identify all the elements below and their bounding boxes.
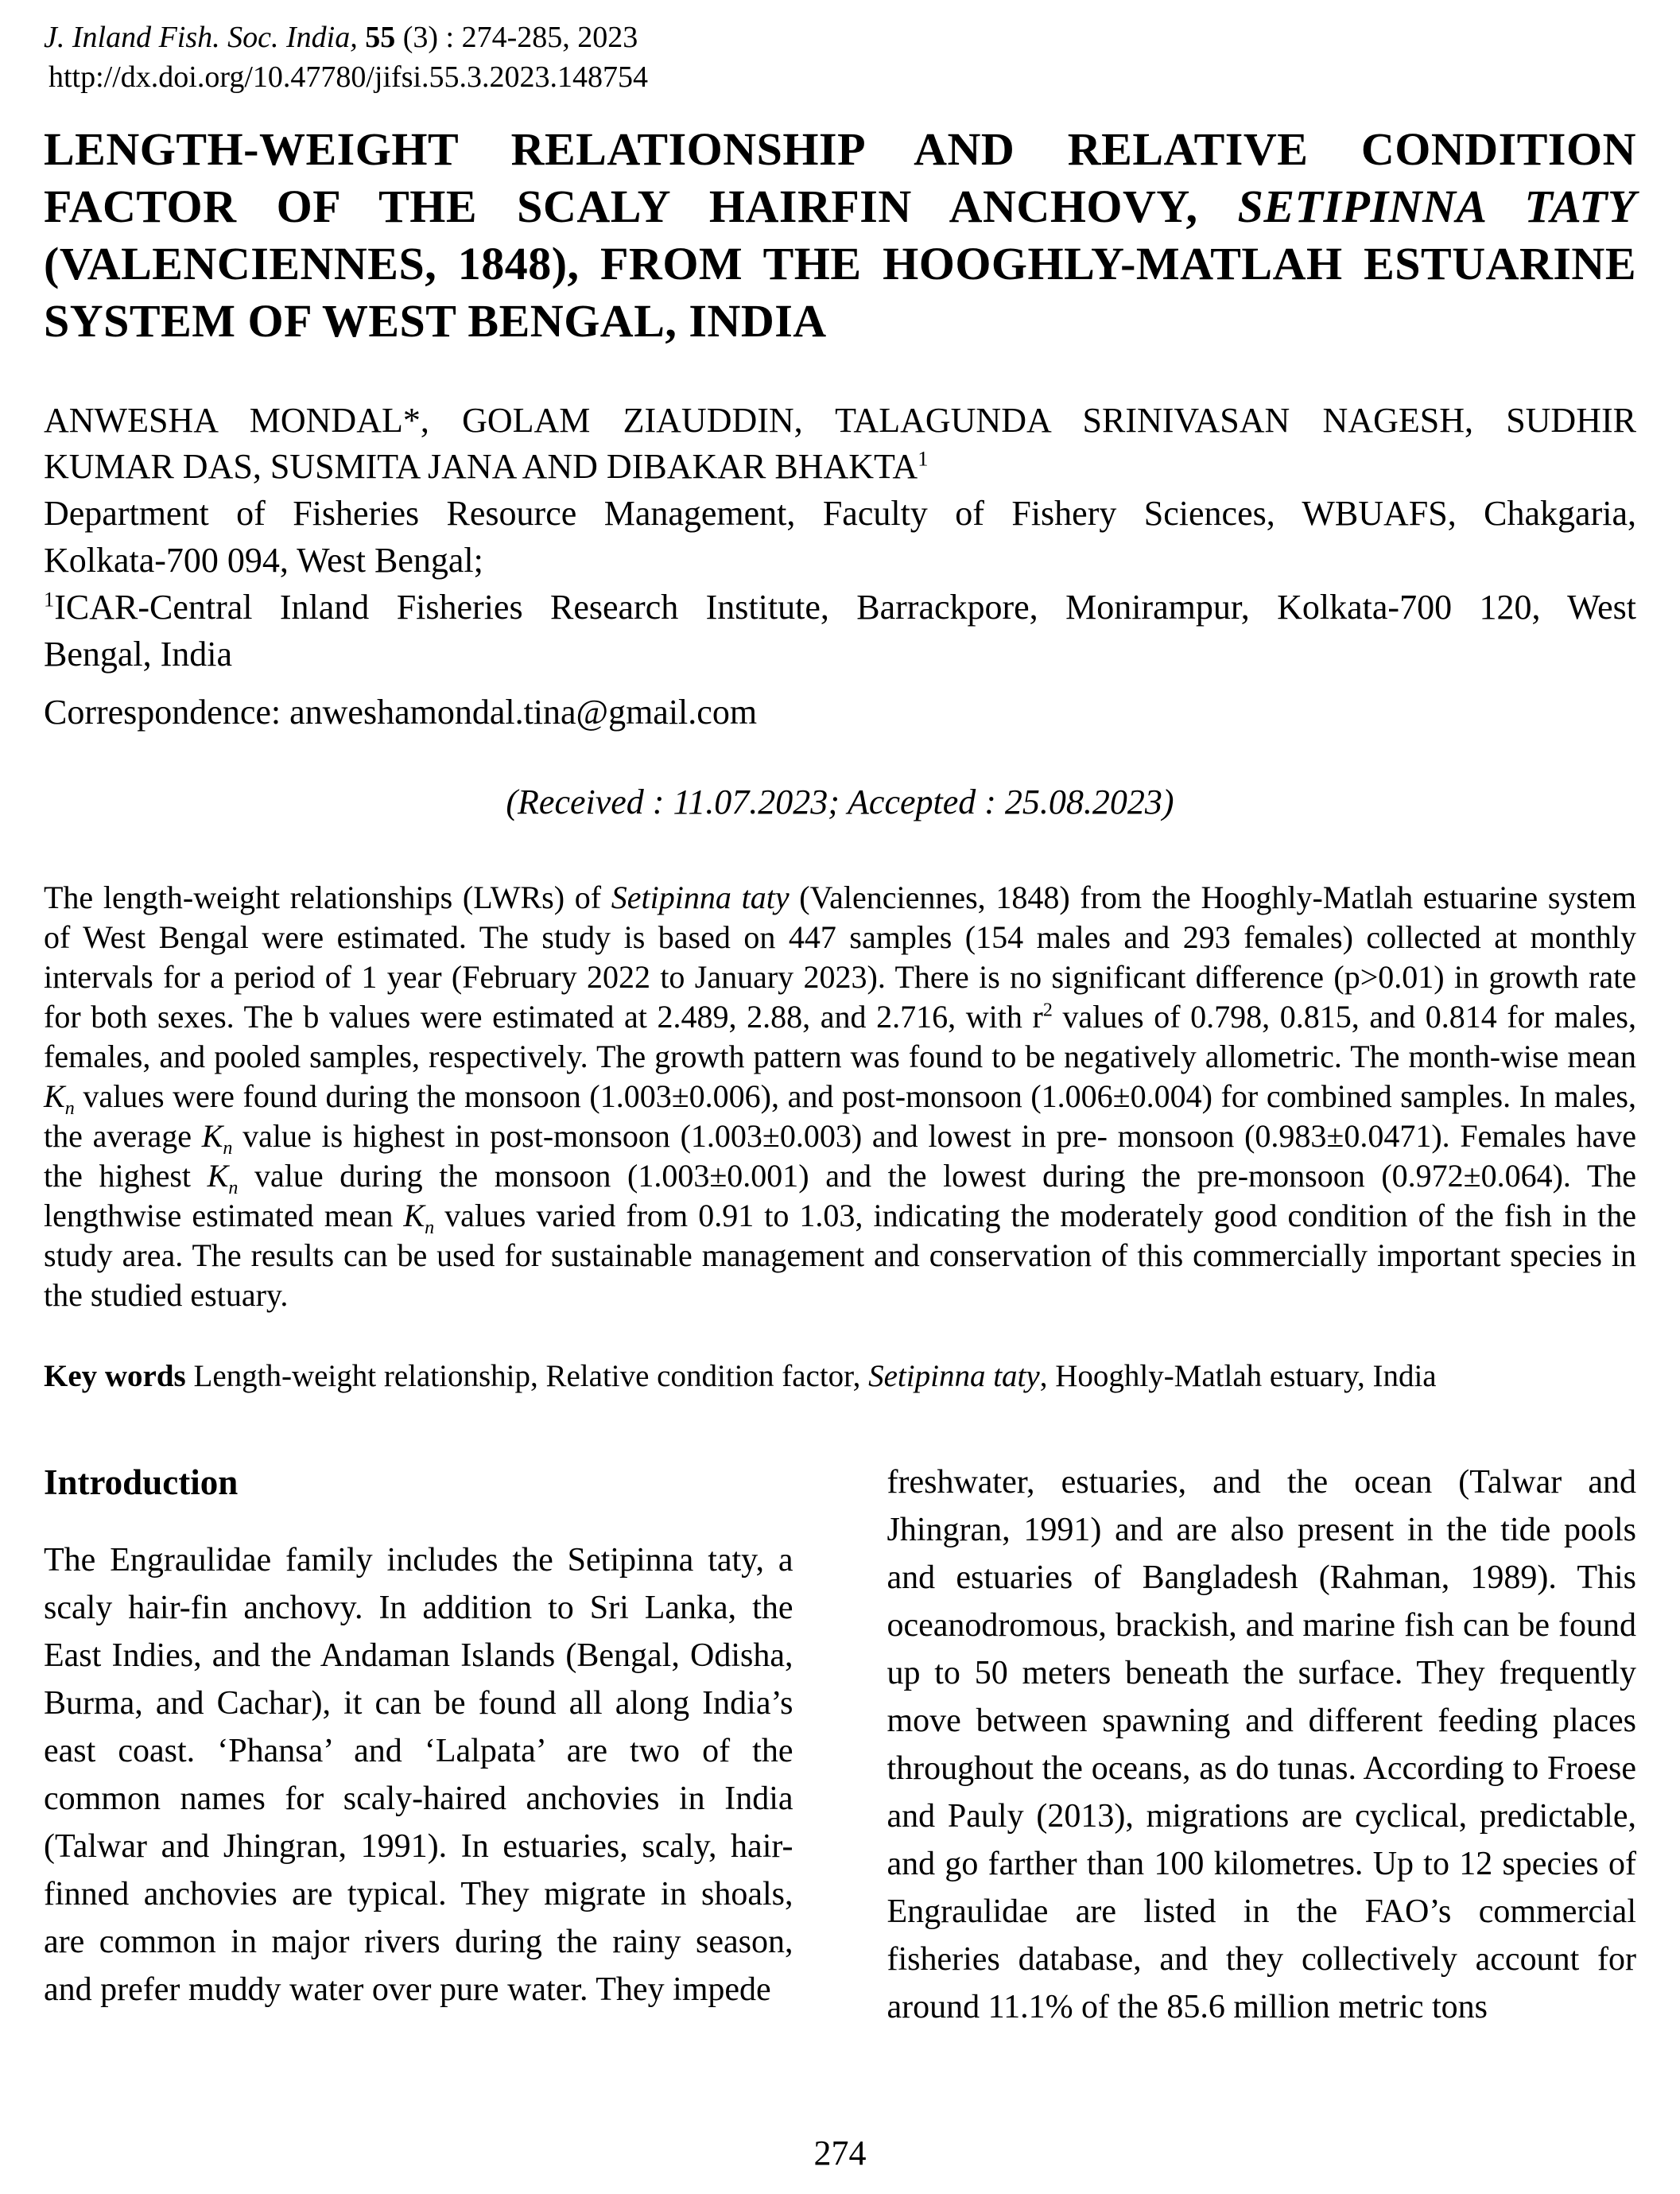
title-line-1: LENGTH-WEIGHT RELATIONSHIP AND RELATIVE CONDITION: [44, 123, 1636, 175]
kn-subscript: n: [223, 1138, 233, 1159]
introduction-paragraph-left: The Engraulidae family includes the Setipinna taty, a scaly hair-fin anchovy. In addition to Sri Lanka, the East Indies, and the Andaman Islands (Bengal, Odisha, Burma, and Cachar), it can be found all along India’s east coast. ‘Phansa’ and ‘Lalpata’ are two of the common names for scaly-haired anchovies in India (Talwar and Jhingran, 1991). In estuaries, scaly, hair-finned anchovies are typical. They migrate in shoals, are common in major rivers during the rainy season, and prefer muddy water over pure water. They impede: [44, 1542, 793, 2008]
journal-header: [44, 17, 1636, 97]
kn-symbol: K: [403, 1198, 425, 1233]
authors-line-2-text: KUMAR DAS, SUSMITA JANA AND DIBAKAR BHAKTA: [44, 447, 918, 486]
left-column: [44, 1458, 793, 2031]
title-line-4: SYSTEM OF WEST BENGAL, INDIA: [44, 295, 827, 347]
introduction-paragraph-right: freshwater, estuaries, and the ocean (Talwar and Jhingran, 1991) and are also present in the tide pools and estuaries of Bangladesh (Rahman, 1989). This oceanodromous, brackish, and marine fish can be found up to 50 meters beneath the surface. They frequently move between spawning and different feeding places throughout the oceans, as do tunas. According to Froese and Pauly (2013), migrations are cyclical, predictable, and go farther than 100 kilometres. Up to 12 species of Engraulidae are listed in the FAO’s commercial fisheries database, and they collectively account for around 11.1% of the 85.6 million metric tons: [887, 1464, 1636, 2025]
abstract: [44, 878, 1636, 1315]
keywords-text: Length-weight relationship, Relative condition factor,: [185, 1359, 869, 1393]
article-title: [44, 121, 1636, 350]
page-number: 274: [813, 2134, 867, 2173]
abstract-text: values varied from 0.91 to 1.03, indicating the moderately good condition of the fish in the study area. The results can be used for sustainable management and conservation of this commercially important species in the studied estuary.: [44, 1198, 1637, 1313]
author-list: [44, 398, 1636, 490]
species-name: SETIPINNA TATY: [1237, 181, 1636, 232]
right-column: [887, 1458, 1637, 2031]
authors-line-1: ANWESHA MONDAL*, GOLAM ZIAUDDIN, TALAGUNDA SRINIVASAN NAGESH, SUDHIR: [44, 401, 1636, 440]
received-accepted: (Received : 11.07.2023; Accepted : 25.08.2023): [506, 782, 1174, 821]
kn-subscript: n: [425, 1217, 435, 1238]
journal-name: J. Inland Fish. Soc. India,: [44, 21, 366, 54]
journal-volume: 55: [365, 21, 396, 54]
kn-symbol: K: [44, 1078, 65, 1114]
introduction-section: [44, 1458, 1636, 2031]
abstract-text: value during the monsoon (1.003±0.001) and the lowest during the pre-monsoon (0.972±0.064). The lengthwise estimated mean: [44, 1158, 1637, 1233]
keywords-label: Key words: [44, 1359, 186, 1393]
abstract-text: values were found during the monsoon (1.003±0.006), and post-monsoon (1.006±0.004) for combined samples. In males, the average: [44, 1078, 1636, 1154]
dept-affiliation-line-2: Kolkata-700 094, West Bengal;: [44, 541, 483, 580]
affiliations: [44, 490, 1636, 736]
abstract-text: value is highest in post-monsoon (1.003±0.003) and lowest in pre- monsoon (0.983±0.0471). Females have the highest: [44, 1118, 1636, 1194]
affiliation-marker: 1: [44, 587, 55, 612]
abstract-text: (Valenciennes, 1848) from the Hooghly-Matlah estuarine system of West Bengal were estimated. The study is based on 447 samples (154 males and 293 females) collected at monthly intervals for a period of 1 year (February 2022 to January 2023). There is no significant difference (p>0.01) in growth rate for both sexes. The b values were estimated at 2.489, 2.88, and 2.716, with r: [44, 880, 1637, 1035]
kn-subscript: n: [64, 1098, 75, 1119]
introduction-heading: Introduction: [44, 1462, 239, 1502]
icar-affiliation-line-1: [44, 584, 1636, 631]
species-name: Setipinna taty: [611, 880, 790, 915]
species-name: Setipinna taty: [868, 1359, 1040, 1393]
doi-text: http://dx.doi.org/10.47780/jifsi.55.3.2023.148754: [48, 60, 649, 94]
title-line-2-text: FACTOR OF THE SCALY HAIRFIN ANCHOVY,: [44, 181, 1238, 232]
affiliation-marker: 1: [918, 446, 929, 471]
abstract-text: values of 0.798, 0.815, and 0.814 for males, females, and pooled samples, respectively. The growth pattern was found to be negatively allometric. The month-wise mean: [44, 999, 1636, 1074]
r-squared-superscript: 2: [1042, 1000, 1053, 1021]
journal-reference: [44, 17, 1636, 57]
kn-subscript: n: [228, 1178, 239, 1198]
correspondence: Correspondence: anweshamondal.tina@gmail.com: [44, 693, 758, 732]
authors-line-2: [44, 444, 1636, 490]
keywords: [44, 1357, 1636, 1396]
title-line-2: [44, 178, 1636, 235]
kn-symbol: K: [207, 1158, 229, 1194]
kn-symbol: K: [201, 1118, 223, 1154]
abstract-text: The length-weight relationships (LWRs) of: [44, 880, 611, 915]
icar-affiliation-text: ICAR-Central Inland Fisheries Research Institute, Barrackpore, Monirampur, Kolkata-700 120, West: [54, 588, 1636, 627]
journal-issue-pages: (3) : 274-285, 2023: [395, 21, 638, 54]
keywords-text: , Hooghly-Matlah estuary, India: [1039, 1359, 1437, 1393]
icar-affiliation-line-2: Bengal, India: [44, 635, 233, 674]
dept-affiliation-line-1: Department of Fisheries Resource Management, Faculty of Fishery Sciences, WBUAFS, Chakgaria,: [44, 494, 1636, 533]
title-line-3: (VALENCIENNES, 1848), FROM THE HOOGHLY-MATLAH ESTUARINE: [44, 238, 1636, 289]
